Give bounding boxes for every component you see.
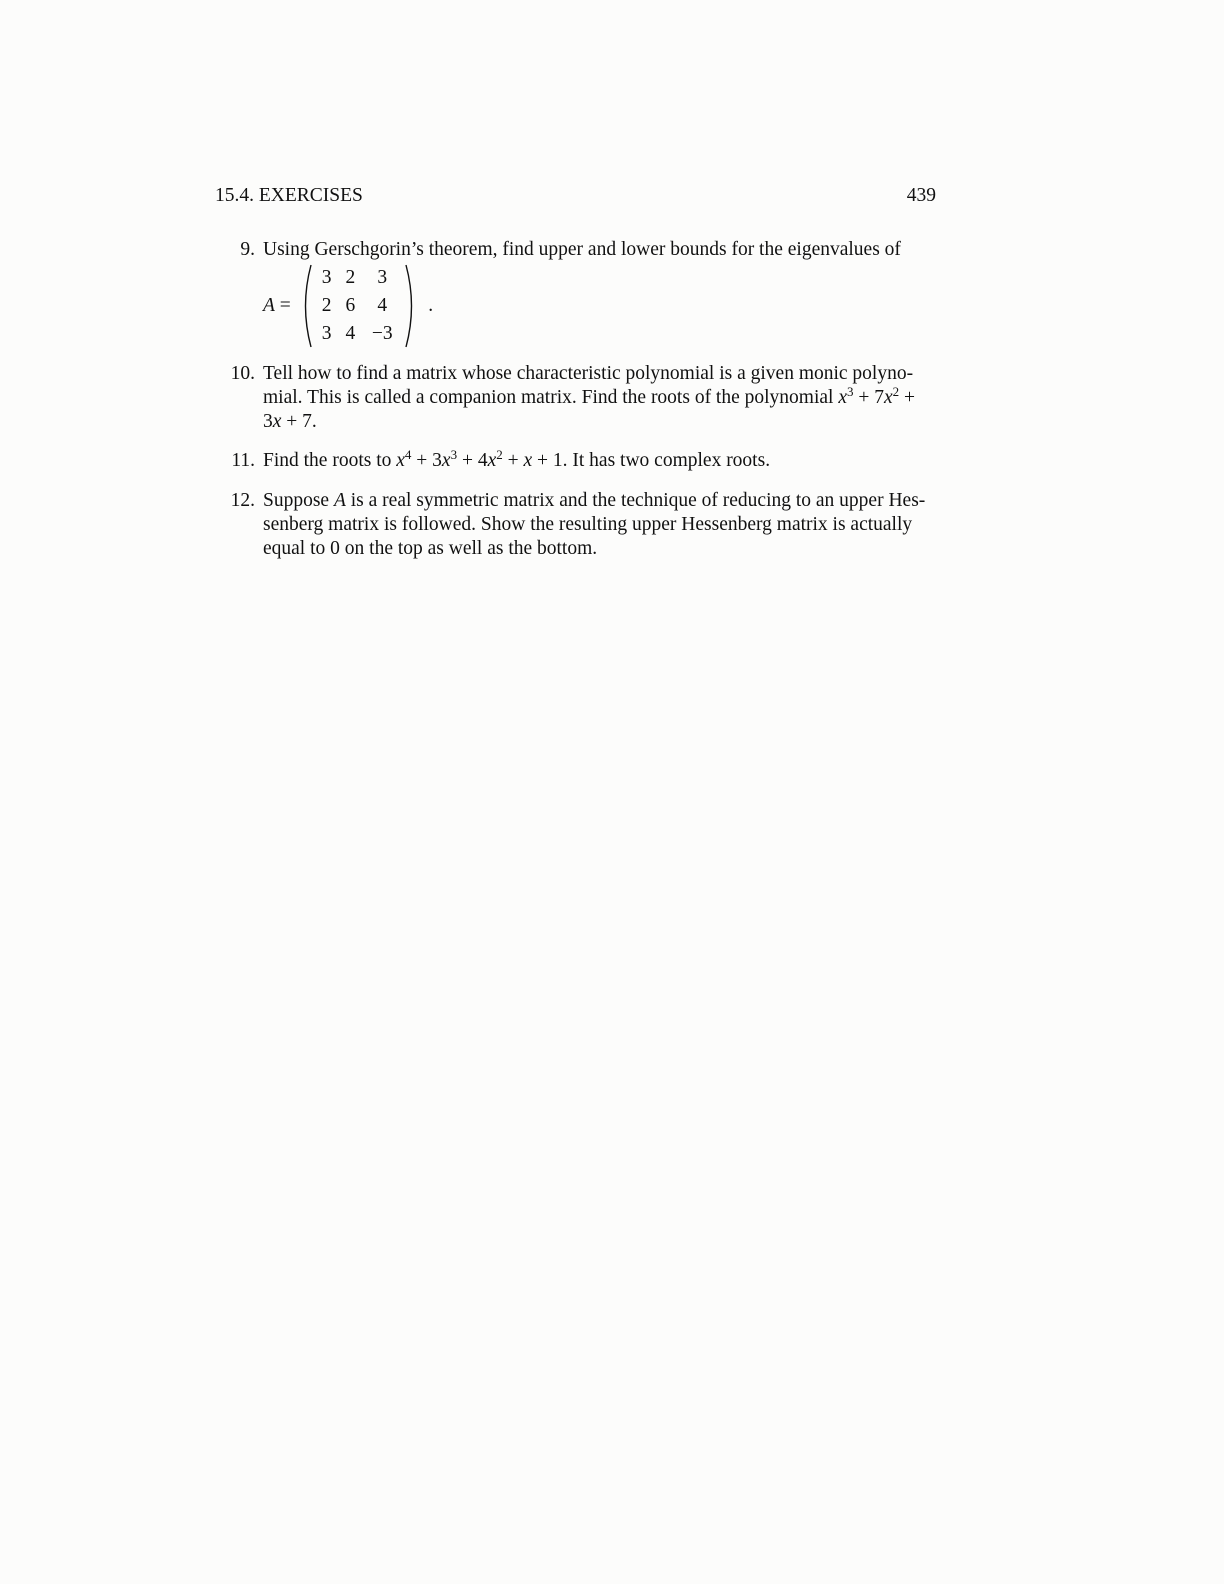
exercise-number: 10.	[230, 363, 255, 384]
term: + 7.	[281, 411, 317, 432]
line-text: Find the roots to	[263, 450, 397, 471]
matrix-cell: 4	[377, 295, 388, 316]
exercise-text: Using Gerschgorin’s theorem, find upper and lower bounds for the eigenvalues of	[263, 239, 901, 260]
line-text: mial. This is called a companion matrix. Find the roots of the polynomial	[263, 387, 834, 408]
matrix-label: A	[263, 295, 275, 316]
matrix-cell: 3	[321, 267, 332, 288]
exponent: 4	[404, 447, 412, 462]
section-title: 15.4. EXERCISES	[215, 185, 363, 206]
variable: x	[838, 387, 847, 408]
exercise-12	[215, 489, 936, 561]
exponent: 2	[892, 384, 900, 399]
exercise-line-2: senberg matrix is followed. Show the resulting upper Hessenberg matrix is actually	[263, 514, 913, 535]
matrix-lhs	[263, 294, 291, 318]
exercise-line-2	[263, 386, 936, 410]
matrix-cell: −3	[371, 323, 393, 344]
variable: x	[523, 450, 533, 471]
variable: x	[487, 450, 497, 471]
left-paren	[299, 264, 313, 348]
exponent: 3	[847, 384, 854, 399]
term: + 3	[411, 450, 442, 471]
term: +	[502, 450, 524, 471]
exercise-line-1	[263, 489, 936, 513]
matrix-cell: 2	[321, 295, 332, 316]
variable: x	[272, 411, 282, 432]
matrix-cell: 3	[321, 323, 332, 344]
term: + 4	[457, 450, 488, 471]
exponent: 3	[450, 447, 458, 462]
equals-sign: =	[279, 295, 291, 316]
exercise-line-3: equal to 0 on the top as well as the bottom.	[263, 538, 598, 559]
matrix-row	[315, 320, 403, 348]
matrix-row	[315, 292, 403, 320]
matrix-equation	[263, 264, 936, 348]
matrix-row	[315, 264, 403, 292]
running-head	[215, 185, 936, 207]
matrix	[315, 264, 403, 348]
page-number: 439	[906, 185, 936, 206]
exercise-number: 11.	[231, 450, 255, 471]
exercise-11	[215, 449, 936, 473]
exponent: 2	[496, 447, 503, 462]
matrix-cell: 2	[345, 267, 356, 288]
line-text: is a real symmetric matrix and the technique of reducing to an upper Hes-	[345, 490, 926, 511]
term: 3	[263, 411, 273, 432]
variable: x	[884, 387, 893, 408]
exercise-9	[215, 238, 936, 348]
matrix-cell: 6	[345, 295, 356, 316]
term: +	[899, 387, 916, 408]
term: + 7	[853, 387, 884, 408]
exercise-text	[263, 449, 936, 473]
line-text: Suppose	[263, 490, 334, 511]
exercise-line-3	[263, 410, 936, 434]
variable: x	[441, 450, 451, 471]
exercise-number: 12.	[230, 490, 255, 511]
variable: x	[396, 450, 405, 471]
matrix-cell: 4	[345, 323, 356, 344]
exercise-number: 9.	[240, 239, 255, 260]
exercise-10	[215, 362, 936, 434]
exercise-line-1: Tell how to find a matrix whose characteristic polynomial is a given monic polyno-	[263, 363, 914, 384]
matrix-cell: 3	[377, 267, 388, 288]
right-paren	[404, 264, 418, 348]
period: .	[428, 295, 434, 316]
term: + 1. It has two complex roots.	[532, 450, 771, 471]
variable: A	[333, 490, 346, 511]
